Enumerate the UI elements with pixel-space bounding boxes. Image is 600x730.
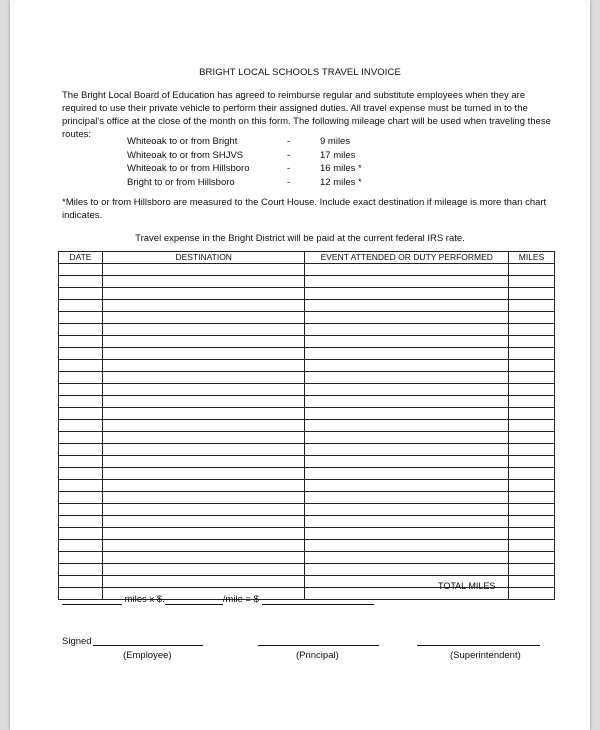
destination-cell[interactable] bbox=[102, 300, 305, 312]
route-miles: 9 miles bbox=[320, 136, 351, 147]
miles-cell[interactable] bbox=[509, 468, 555, 480]
destination-cell[interactable] bbox=[102, 480, 305, 492]
table-row bbox=[59, 336, 555, 348]
date-cell[interactable] bbox=[59, 576, 103, 588]
route-name: Bright to or from Hillsboro bbox=[127, 176, 235, 188]
travel-log-table bbox=[58, 251, 555, 600]
miles-cell[interactable] bbox=[509, 504, 555, 516]
miles-cell[interactable] bbox=[509, 552, 555, 564]
event-cell[interactable] bbox=[305, 396, 509, 408]
miles-cell[interactable] bbox=[509, 564, 555, 576]
destination-cell[interactable] bbox=[102, 360, 305, 372]
date-cell[interactable] bbox=[59, 528, 103, 540]
destination-cell[interactable] bbox=[102, 516, 305, 528]
table-row bbox=[59, 456, 555, 468]
event-cell[interactable] bbox=[305, 552, 509, 564]
event-cell[interactable] bbox=[305, 300, 509, 312]
destination-cell[interactable] bbox=[102, 324, 305, 336]
miles-cell[interactable] bbox=[509, 372, 555, 384]
route-dash: - bbox=[287, 136, 291, 147]
amount-blank[interactable] bbox=[262, 594, 374, 605]
event-cell[interactable] bbox=[305, 312, 509, 324]
miles-cell[interactable] bbox=[509, 276, 555, 288]
employee-label: (Employee) bbox=[123, 650, 172, 661]
destination-cell[interactable] bbox=[102, 504, 305, 516]
miles-cell[interactable] bbox=[509, 264, 555, 276]
miles-cell[interactable] bbox=[509, 288, 555, 300]
destination-cell[interactable] bbox=[102, 336, 305, 348]
principal-signature-line[interactable] bbox=[258, 645, 379, 646]
event-cell[interactable] bbox=[305, 480, 509, 492]
date-cell[interactable] bbox=[59, 312, 103, 324]
event-cell[interactable] bbox=[305, 504, 509, 516]
event-cell[interactable] bbox=[305, 516, 509, 528]
miles-cell[interactable] bbox=[509, 576, 555, 588]
rate-blank[interactable] bbox=[165, 594, 223, 605]
miles-cell[interactable] bbox=[509, 396, 555, 408]
table-row bbox=[59, 276, 555, 288]
destination-cell[interactable] bbox=[102, 288, 305, 300]
table-row bbox=[59, 384, 555, 396]
miles-cell[interactable] bbox=[509, 312, 555, 324]
event-cell[interactable] bbox=[305, 468, 509, 480]
date-cell[interactable] bbox=[59, 492, 103, 504]
destination-cell[interactable] bbox=[102, 468, 305, 480]
date-cell[interactable] bbox=[59, 564, 103, 576]
header-destination: DESTINATION bbox=[102, 252, 305, 264]
event-cell[interactable] bbox=[305, 360, 509, 372]
event-cell[interactable] bbox=[305, 420, 509, 432]
miles-cell[interactable] bbox=[509, 588, 555, 600]
employee-signature-line[interactable] bbox=[93, 645, 203, 646]
route-name: Whiteoak to or from Bright bbox=[127, 136, 238, 147]
event-cell[interactable] bbox=[305, 564, 509, 576]
intro-paragraph: The Bright Local Board of Education has agreed to reimburse regular and substitute employees when they are required to use their private vehicle to perform their assigned duties. All travel expense must be turned in to the principal's office at the close of the month on this form. The following mileage chart will be used when traveling these routes: bbox=[62, 90, 551, 140]
date-cell[interactable] bbox=[59, 360, 103, 372]
miles-cell[interactable] bbox=[509, 516, 555, 528]
event-cell[interactable] bbox=[305, 264, 509, 276]
event-cell[interactable] bbox=[305, 528, 509, 540]
table-row bbox=[59, 312, 555, 324]
miles-cell[interactable] bbox=[509, 444, 555, 456]
miles-cell[interactable] bbox=[509, 360, 555, 372]
destination-cell[interactable] bbox=[102, 276, 305, 288]
miles-cell[interactable] bbox=[509, 300, 555, 312]
table-row bbox=[59, 420, 555, 432]
date-cell[interactable] bbox=[59, 540, 103, 552]
date-cell[interactable] bbox=[59, 480, 103, 492]
event-cell[interactable] bbox=[305, 492, 509, 504]
hillsboro-note: *Miles to or from Hillsboro are measured to the Court House. Include exact destination if mileage is more than chart indicates. bbox=[62, 197, 547, 221]
date-cell[interactable] bbox=[59, 336, 103, 348]
miles-blank[interactable] bbox=[62, 594, 122, 605]
date-cell[interactable] bbox=[59, 504, 103, 516]
table-row bbox=[59, 468, 555, 480]
destination-cell[interactable] bbox=[102, 576, 305, 588]
destination-cell[interactable] bbox=[102, 492, 305, 504]
table-row bbox=[59, 288, 555, 300]
table-row bbox=[59, 516, 555, 528]
destination-cell[interactable] bbox=[102, 348, 305, 360]
table-row bbox=[59, 372, 555, 384]
miles-cell[interactable] bbox=[509, 384, 555, 396]
route-dash: - bbox=[287, 163, 291, 174]
superintendent-label: (Superintendent) bbox=[450, 650, 521, 661]
table-row bbox=[59, 432, 555, 444]
route-miles: 12 miles * bbox=[320, 176, 362, 188]
header-date: DATE bbox=[59, 252, 103, 264]
reimbursement-calc bbox=[62, 594, 374, 605]
event-cell[interactable] bbox=[305, 444, 509, 456]
miles-x-label: miles x $. bbox=[124, 594, 165, 605]
event-cell[interactable] bbox=[305, 288, 509, 300]
route-miles: 17 miles bbox=[320, 149, 356, 161]
table-row bbox=[59, 444, 555, 456]
destination-cell[interactable] bbox=[102, 420, 305, 432]
event-cell[interactable] bbox=[305, 372, 509, 384]
destination-cell[interactable] bbox=[102, 432, 305, 444]
table-row bbox=[59, 528, 555, 540]
date-cell[interactable] bbox=[59, 444, 103, 456]
date-cell[interactable] bbox=[59, 300, 103, 312]
table-header-row bbox=[59, 252, 555, 264]
miles-cell[interactable] bbox=[509, 420, 555, 432]
total-miles-label: TOTAL MILES bbox=[438, 581, 496, 591]
event-cell[interactable] bbox=[305, 336, 509, 348]
destination-cell[interactable] bbox=[102, 372, 305, 384]
route-miles: 16 miles * bbox=[320, 163, 362, 174]
miles-cell[interactable] bbox=[509, 408, 555, 420]
table-row bbox=[59, 480, 555, 492]
destination-cell[interactable] bbox=[102, 444, 305, 456]
destination-cell[interactable] bbox=[102, 528, 305, 540]
table-row bbox=[59, 324, 555, 336]
document-title: BRIGHT LOCAL SCHOOLS TRAVEL INVOICE bbox=[199, 67, 401, 78]
route-row bbox=[127, 163, 427, 177]
miles-cell[interactable] bbox=[509, 492, 555, 504]
event-cell[interactable] bbox=[305, 324, 509, 336]
event-cell[interactable] bbox=[305, 456, 509, 468]
route-name: Whiteoak to or from SHJVS bbox=[127, 149, 244, 161]
event-cell[interactable] bbox=[305, 276, 509, 288]
date-cell[interactable] bbox=[59, 288, 103, 300]
table-row bbox=[59, 504, 555, 516]
table-row bbox=[59, 360, 555, 372]
date-cell[interactable] bbox=[59, 468, 103, 480]
destination-cell[interactable] bbox=[102, 552, 305, 564]
header-miles: MILES bbox=[509, 252, 555, 264]
table-row bbox=[59, 492, 555, 504]
miles-cell[interactable] bbox=[509, 432, 555, 444]
route-row bbox=[127, 136, 427, 150]
table-row bbox=[59, 264, 555, 276]
invoice-page bbox=[10, 0, 590, 730]
miles-cell[interactable] bbox=[509, 348, 555, 360]
destination-cell[interactable] bbox=[102, 408, 305, 420]
route-dash: - bbox=[287, 176, 291, 188]
mileage-chart bbox=[127, 136, 427, 190]
table-row bbox=[59, 540, 555, 552]
table-row bbox=[59, 408, 555, 420]
date-cell[interactable] bbox=[59, 348, 103, 360]
destination-cell[interactable] bbox=[102, 564, 305, 576]
date-cell[interactable] bbox=[59, 276, 103, 288]
route-dash: - bbox=[287, 149, 291, 161]
route-row bbox=[127, 177, 427, 191]
date-cell[interactable] bbox=[59, 408, 103, 420]
table-row bbox=[59, 564, 555, 576]
date-cell[interactable] bbox=[59, 552, 103, 564]
irs-rate-text: Travel expense in the Bright District will be paid at the current federal IRS rate. bbox=[135, 233, 465, 244]
date-cell[interactable] bbox=[59, 456, 103, 468]
destination-cell[interactable] bbox=[102, 264, 305, 276]
table-row bbox=[59, 348, 555, 360]
date-cell[interactable] bbox=[59, 420, 103, 432]
miles-cell[interactable] bbox=[509, 540, 555, 552]
route-name: Whiteoak to or from Hillsboro bbox=[127, 163, 250, 174]
signed-label: Signed bbox=[62, 636, 92, 647]
event-cell[interactable] bbox=[305, 432, 509, 444]
event-cell[interactable] bbox=[305, 408, 509, 420]
table-row bbox=[59, 300, 555, 312]
destination-cell[interactable] bbox=[102, 396, 305, 408]
miles-cell[interactable] bbox=[509, 336, 555, 348]
date-cell[interactable] bbox=[59, 384, 103, 396]
destination-cell[interactable] bbox=[102, 312, 305, 324]
table-row bbox=[59, 396, 555, 408]
table-row bbox=[59, 552, 555, 564]
destination-cell[interactable] bbox=[102, 456, 305, 468]
date-cell[interactable] bbox=[59, 516, 103, 528]
miles-cell[interactable] bbox=[509, 324, 555, 336]
miles-cell[interactable] bbox=[509, 456, 555, 468]
header-event: EVENT ATTENDED OR DUTY PERFORMED bbox=[305, 252, 509, 264]
date-cell[interactable] bbox=[59, 432, 103, 444]
miles-cell[interactable] bbox=[509, 528, 555, 540]
date-cell[interactable] bbox=[59, 264, 103, 276]
per-mile-label: /mile = $ bbox=[222, 594, 259, 605]
destination-cell[interactable] bbox=[102, 384, 305, 396]
superintendent-signature-line[interactable] bbox=[417, 645, 540, 646]
miles-cell[interactable] bbox=[509, 480, 555, 492]
route-row bbox=[127, 150, 427, 164]
table-body bbox=[59, 264, 555, 600]
destination-cell[interactable] bbox=[102, 540, 305, 552]
event-cell[interactable] bbox=[305, 384, 509, 396]
event-cell[interactable] bbox=[305, 348, 509, 360]
date-cell[interactable] bbox=[59, 372, 103, 384]
date-cell[interactable] bbox=[59, 324, 103, 336]
principal-label: (Principal) bbox=[296, 650, 339, 661]
date-cell[interactable] bbox=[59, 396, 103, 408]
event-cell[interactable] bbox=[305, 540, 509, 552]
